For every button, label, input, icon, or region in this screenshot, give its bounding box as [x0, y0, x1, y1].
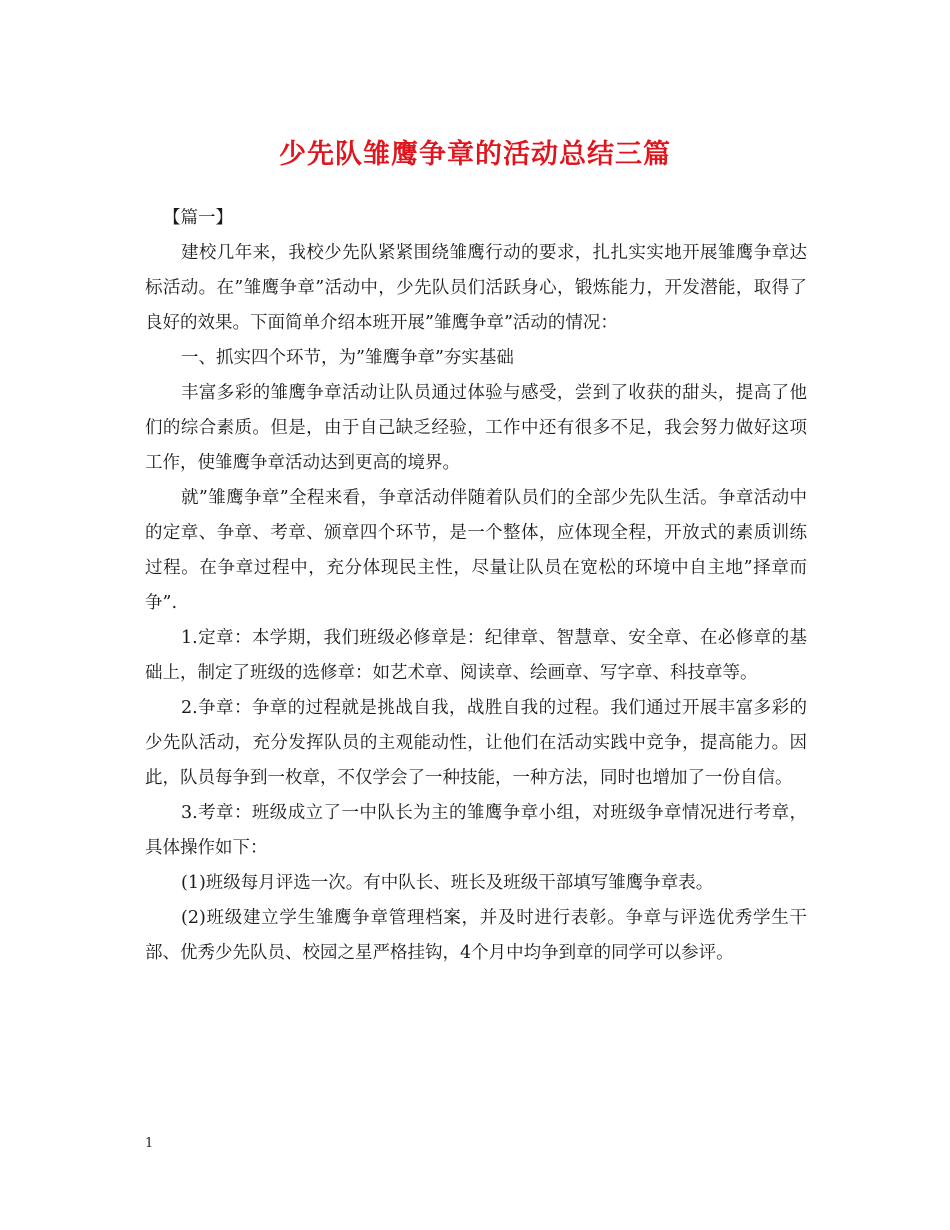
paragraph-subitem-2: (2)班级建立学生雏鹰争章管理档案，并及时进行表彰。争章与评选优秀学生干部、优秀少先队员、校园之星严格挂钩，4个月中均争到章的同学可以参评。: [145, 908, 807, 963]
paragraph-intro: 建校几年来，我校少先队紧紧围绕雏鹰行动的要求，扎扎实实地开展雏鹰争章达标活动。在”雏鹰争章”活动中，少先队员们活跃身心，锻炼能力，开发潜能，取得了良好的效果。下面简单介绍本班开展”雏鹰争章”活动的情况：: [145, 243, 807, 333]
paragraph-subheading: 一、抓实四个环节，为”雏鹰争章”夯实基础: [181, 348, 514, 368]
paragraph-subitem-1: (1)班级每月评选一次。有中队长、班长及班级干部填写雏鹰争章表。: [181, 873, 714, 893]
document-title: 少先队雏鹰争章的活动总结三篇: [279, 139, 671, 170]
paragraph-item-3: 3.考章：班级成立了一中队长为主的雏鹰争章小组，对班级争章情况进行考章，具体操作如下：: [145, 803, 807, 858]
document-body: [145, 201, 807, 971]
paragraph-item-1: 1.定章：本学期，我们班级必修章是：纪律章、智慧章、安全章、在必修章的基础上，制定了班级的选修章：如艺术章、阅读章、绘画章、写字章、科技章等。: [145, 628, 807, 683]
paragraph-body: 就”雏鹰争章”全程来看，争章活动伴随着队员们的全部少先队生活。争章活动中的定章、争章、考章、颁章四个环节，是一个整体，应体现全程，开放式的素质训练过程。在争章过程中，充分体现民主性，尽量让队员在宽松的环境中自主地”择章而争”.: [145, 488, 807, 613]
section-heading-part-one: 【篇一】: [163, 208, 233, 228]
paragraph-item-2: 2.争章：争章的过程就是挑战自我，战胜自我的过程。我们通过开展丰富多彩的少先队活动，充分发挥队员的主观能动性，让他们在活动实践中竞争，提高能力。因此，队员每争到一枚章，不仅学会了一种技能，一种方法，同时也增加了一份自信。: [145, 698, 807, 788]
page-number: 1: [145, 1136, 154, 1151]
paragraph-body: 丰富多彩的雏鹰争章活动让队员通过体验与感受，尝到了收获的甜头，提高了他们的综合素质。但是，由于自己缺乏经验，工作中还有很多不足，我会努力做好这项工作，使雏鹰争章活动达到更高的境界。: [145, 383, 807, 473]
